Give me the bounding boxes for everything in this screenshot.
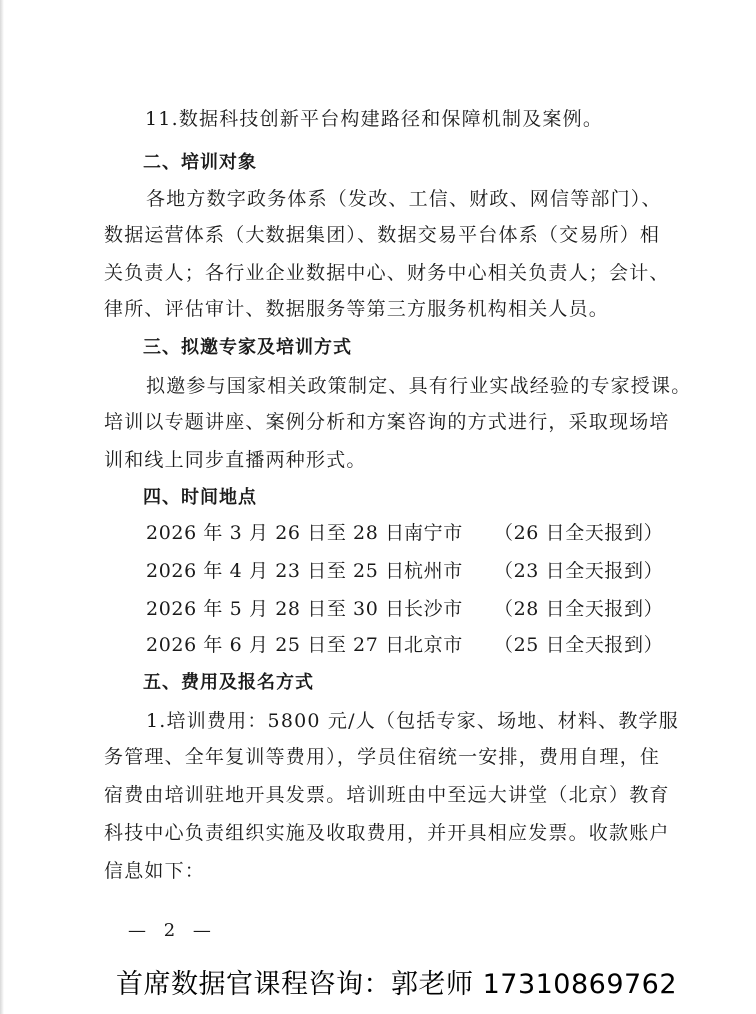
schedule-city: 北京市 bbox=[404, 634, 463, 656]
section-heading-fees-and-registration: 五、费用及报名方式 bbox=[143, 672, 314, 693]
schedule-date: 2026 年 4 月 23 日至 25 日 bbox=[146, 560, 405, 582]
paragraph-line: 信息如下： bbox=[104, 860, 206, 882]
schedule-city: 长沙市 bbox=[404, 598, 463, 620]
paragraph-line: 拟邀参与国家相关政策制定、具有行业实战经验的专家授课。 bbox=[146, 375, 692, 397]
schedule-registration: （26 日全天报到） bbox=[494, 522, 664, 544]
list-item-11: 11.数据科技创新平台构建路径和保障机制及案例。 bbox=[145, 108, 604, 130]
schedule-date: 2026 年 5 月 28 日至 30 日 bbox=[146, 598, 405, 620]
schedule-city: 杭州市 bbox=[404, 560, 463, 582]
paragraph-line: 训和线上同步直播两种形式。 bbox=[104, 449, 367, 471]
schedule-registration: （25 日全天报到） bbox=[494, 634, 664, 656]
paragraph-line: 科技中心负责组织实施及收取费用，并开具相应发票。收款账户 bbox=[104, 822, 670, 844]
paragraph-line: 律所、评估审计、数据服务等第三方服务机构相关人员。 bbox=[104, 298, 610, 320]
paragraph-line: 1.培训费用：5800 元/人（包括专家、场地、材料、教学服 bbox=[146, 710, 679, 732]
schedule-city: 南宁市 bbox=[404, 522, 463, 544]
page-edge-shadow bbox=[0, 0, 4, 1014]
schedule-date: 2026 年 3 月 26 日至 28 日 bbox=[146, 522, 405, 544]
section-heading-time-and-place: 四、时间地点 bbox=[143, 487, 257, 508]
schedule-registration: （23 日全天报到） bbox=[494, 560, 664, 582]
paragraph-line: 各地方数字政务体系（发改、工信、财政、网信等部门）、 bbox=[146, 188, 662, 210]
schedule-date: 2026 年 6 月 25 日至 27 日 bbox=[146, 634, 405, 656]
paragraph-line: 宿费由培训驻地开具发票。培训班由中至远大讲堂（北京）教育 bbox=[104, 784, 670, 806]
page-number: — 2 — bbox=[128, 920, 217, 941]
paragraph-line: 培训以专题讲座、案例分析和方案咨询的方式进行，采取现场培 bbox=[104, 411, 670, 433]
section-heading-target-audience: 二、培训对象 bbox=[143, 152, 257, 173]
schedule-registration: （28 日全天报到） bbox=[494, 598, 664, 620]
paragraph-line: 数据运营体系（大数据集团）、数据交易平台体系（交易所）相 bbox=[104, 224, 661, 246]
contact-footer: 首席数据官课程咨询：郭老师 17310869762 bbox=[116, 969, 678, 1000]
section-heading-experts-and-method: 三、拟邀专家及培训方式 bbox=[143, 337, 352, 358]
paragraph-line: 关负责人；各行业企业数据中心、财务中心相关负责人；会计、 bbox=[104, 262, 670, 284]
paragraph-line: 务管理、全年复训等费用），学员住宿统一安排，费用自理，住 bbox=[104, 746, 661, 768]
